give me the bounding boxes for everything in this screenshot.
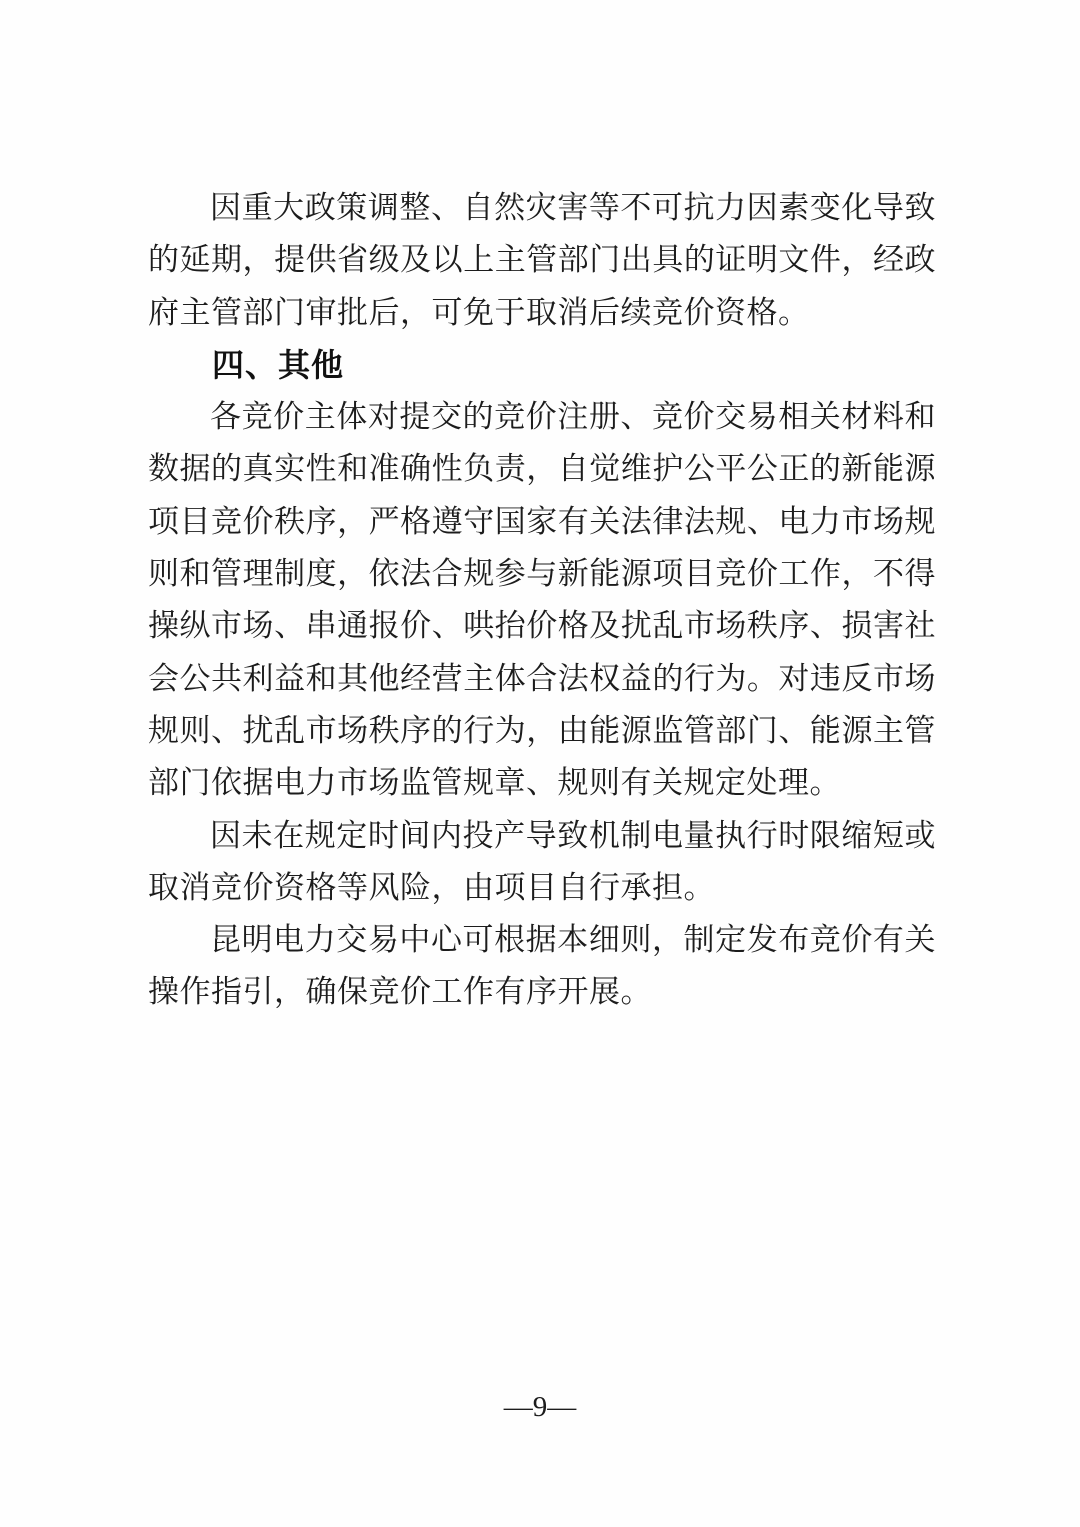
paragraph-bidding-responsibility: 各竞价主体对提交的竞价注册、竞价交易相关材料和数据的真实性和准确性负责，自觉维护公平公正的新能源项目竞价秩序，严格遵守国家有关法律法规、电力市场规则和管理制度，依法合规参与新能源项目竞价工作，不得操纵市场、串通报价、哄抬价格及扰乱市场秩序、损害社会公共利益和其他经营主体合法权益的行为。对违反市场规则、扰乱市场秩序的行为，由能源监管部门、能源主管部门依据电力市场监管规章、规则有关规定处理。 bbox=[148, 399, 936, 801]
section-heading-other: 四、其他 bbox=[212, 346, 345, 383]
paragraph-kunming-exchange-guidelines: 昆明电力交易中心可根据本细则，制定发布竞价有关操作指引，确保竞价工作有序开展。 bbox=[148, 922, 936, 1010]
paragraph-risk-self-borne: 因未在规定时间内投产导致机制电量执行时限缩短或取消竞价资格等风险，由项目自行承担。 bbox=[148, 817, 936, 905]
document-content bbox=[148, 182, 936, 1019]
page-number: —9— bbox=[503, 1391, 577, 1423]
paragraph-force-majeure-delay: 因重大政策调整、自然灾害等不可抗力因素变化导致的延期，提供省级及以上主管部门出具的证明文件，经政府主管部门审批后，可免于取消后续竞价资格。 bbox=[148, 190, 936, 330]
